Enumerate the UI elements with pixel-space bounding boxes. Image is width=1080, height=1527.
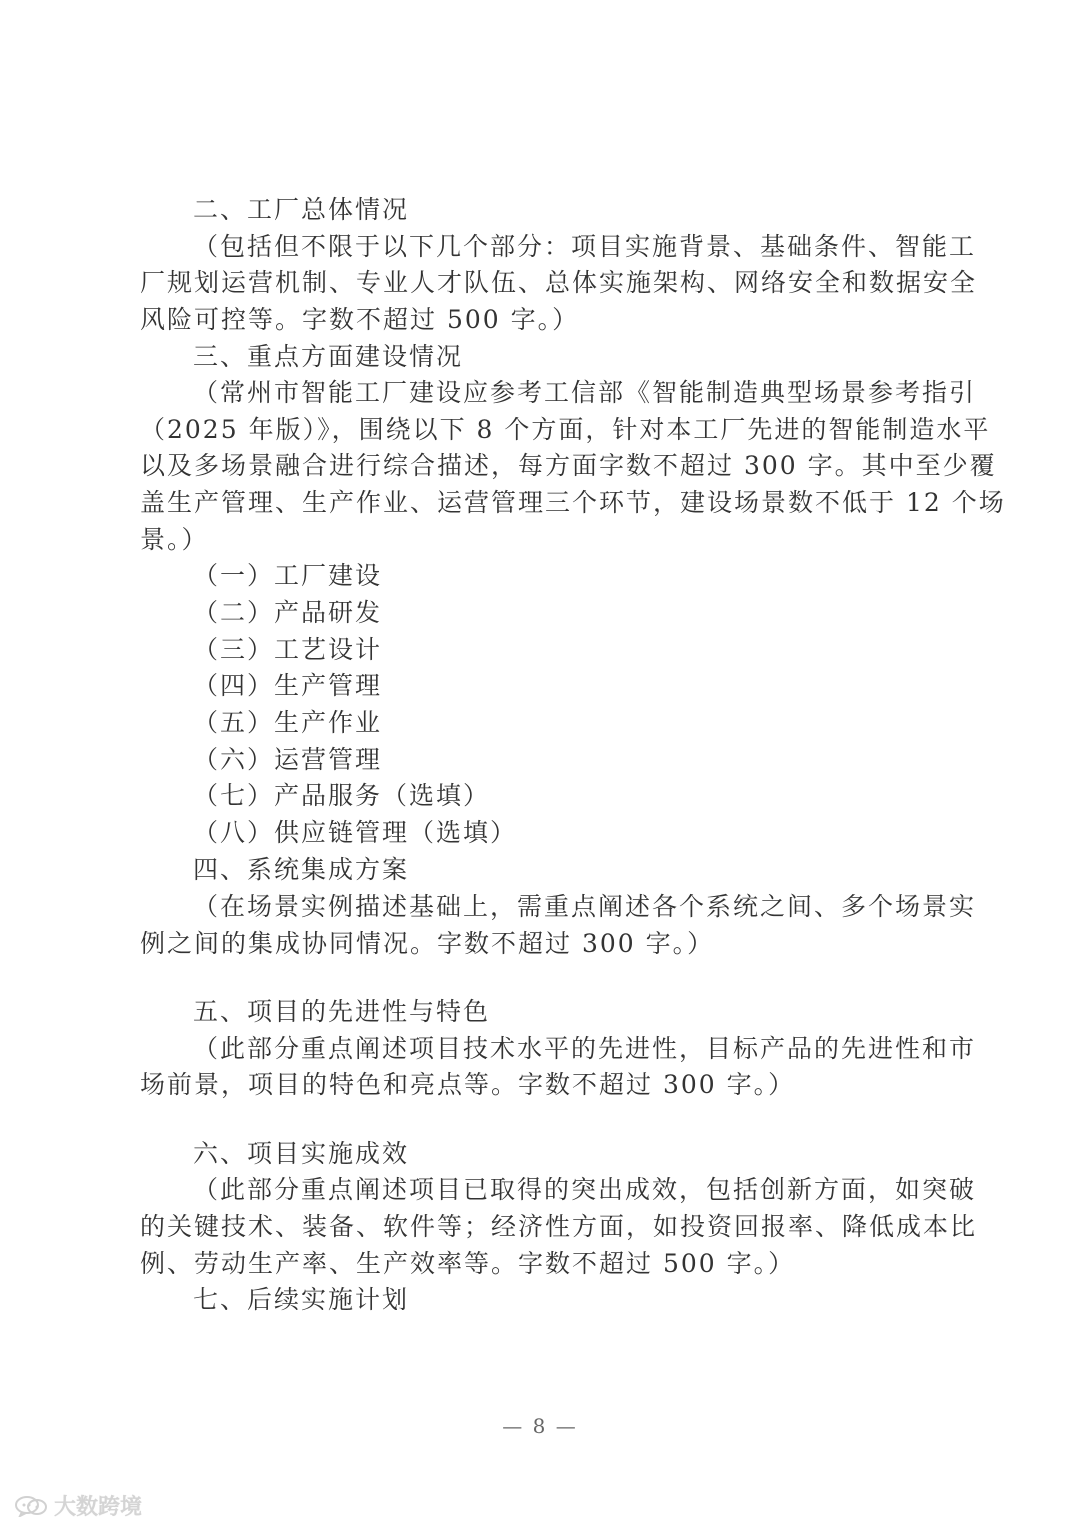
- paragraph-line: （此部分重点阐述项目技术水平的先进性，目标产品的先进性和市: [193, 1034, 977, 1063]
- paragraph-line: 盖生产管理、生产作业、运营管理三个环节，建设场景数不低于 12 个场: [140, 488, 1006, 517]
- chat-bubble-logo-icon: [14, 1495, 48, 1517]
- paragraph-line: 例、劳动生产率、生产效率等。字数不超过 500 字。）: [140, 1249, 796, 1278]
- paragraph-line: 的关键技术、装备、软件等；经济性方面，如投资回报率、降低成本比: [140, 1212, 978, 1241]
- section-heading-7: 七、后续实施计划: [193, 1285, 410, 1314]
- paragraph-line: （在场景实例描述基础上，需重点阐述各个系统之间、多个场景实: [193, 892, 977, 921]
- paragraph-line: （常州市智能工厂建设应参考工信部《智能制造典型场景参考指引: [193, 378, 977, 407]
- section-heading-2: 二、工厂总体情况: [193, 195, 410, 224]
- paragraph-line: 风险可控等。字数不超过 500 字。）: [140, 305, 580, 334]
- paragraph-line: （包括但不限于以下几个部分：项目实施背景、基础条件、智能工: [193, 232, 977, 261]
- section-heading-4: 四、系统集成方案: [193, 855, 410, 884]
- list-item: （六）运营管理: [193, 745, 383, 774]
- page-number: — 8 —: [502, 1414, 578, 1438]
- paragraph-line: 例之间的集成协同情况。字数不超过 300 字。）: [140, 929, 715, 958]
- list-item: （七）产品服务（选填）: [193, 781, 491, 810]
- watermark: [14, 1490, 142, 1521]
- list-item: （一）工厂建设: [193, 561, 383, 590]
- list-item: （三）工艺设计: [193, 635, 383, 664]
- paragraph-line: 以及多场景融合进行综合描述，每方面字数不超过 300 字。其中至少覆: [140, 451, 997, 480]
- paragraph-line: 景。）: [140, 525, 209, 554]
- list-item: （四）生产管理: [193, 671, 383, 700]
- paragraph-line: （此部分重点阐述项目已取得的突出成效，包括创新方面，如突破: [193, 1175, 977, 1204]
- list-item: （五）生产作业: [193, 708, 383, 737]
- section-heading-3: 三、重点方面建设情况: [193, 342, 464, 371]
- watermark-text: 大数跨境: [54, 1495, 143, 1520]
- list-item: （八）供应链管理（选填）: [193, 818, 518, 847]
- paragraph-line: 场前景，项目的特色和亮点等。字数不超过 300 字。）: [140, 1070, 796, 1099]
- paragraph-line: （2025 年版）》，围绕以下 8 个方面，针对本工厂先进的智能制造水平: [140, 415, 991, 444]
- section-heading-6: 六、项目实施成效: [193, 1139, 410, 1168]
- section-heading-5: 五、项目的先进性与特色: [193, 997, 491, 1026]
- list-item: （二）产品研发: [193, 598, 383, 627]
- paragraph-line: 厂规划运营机制、专业人才队伍、总体实施架构、网络安全和数据安全: [140, 268, 978, 297]
